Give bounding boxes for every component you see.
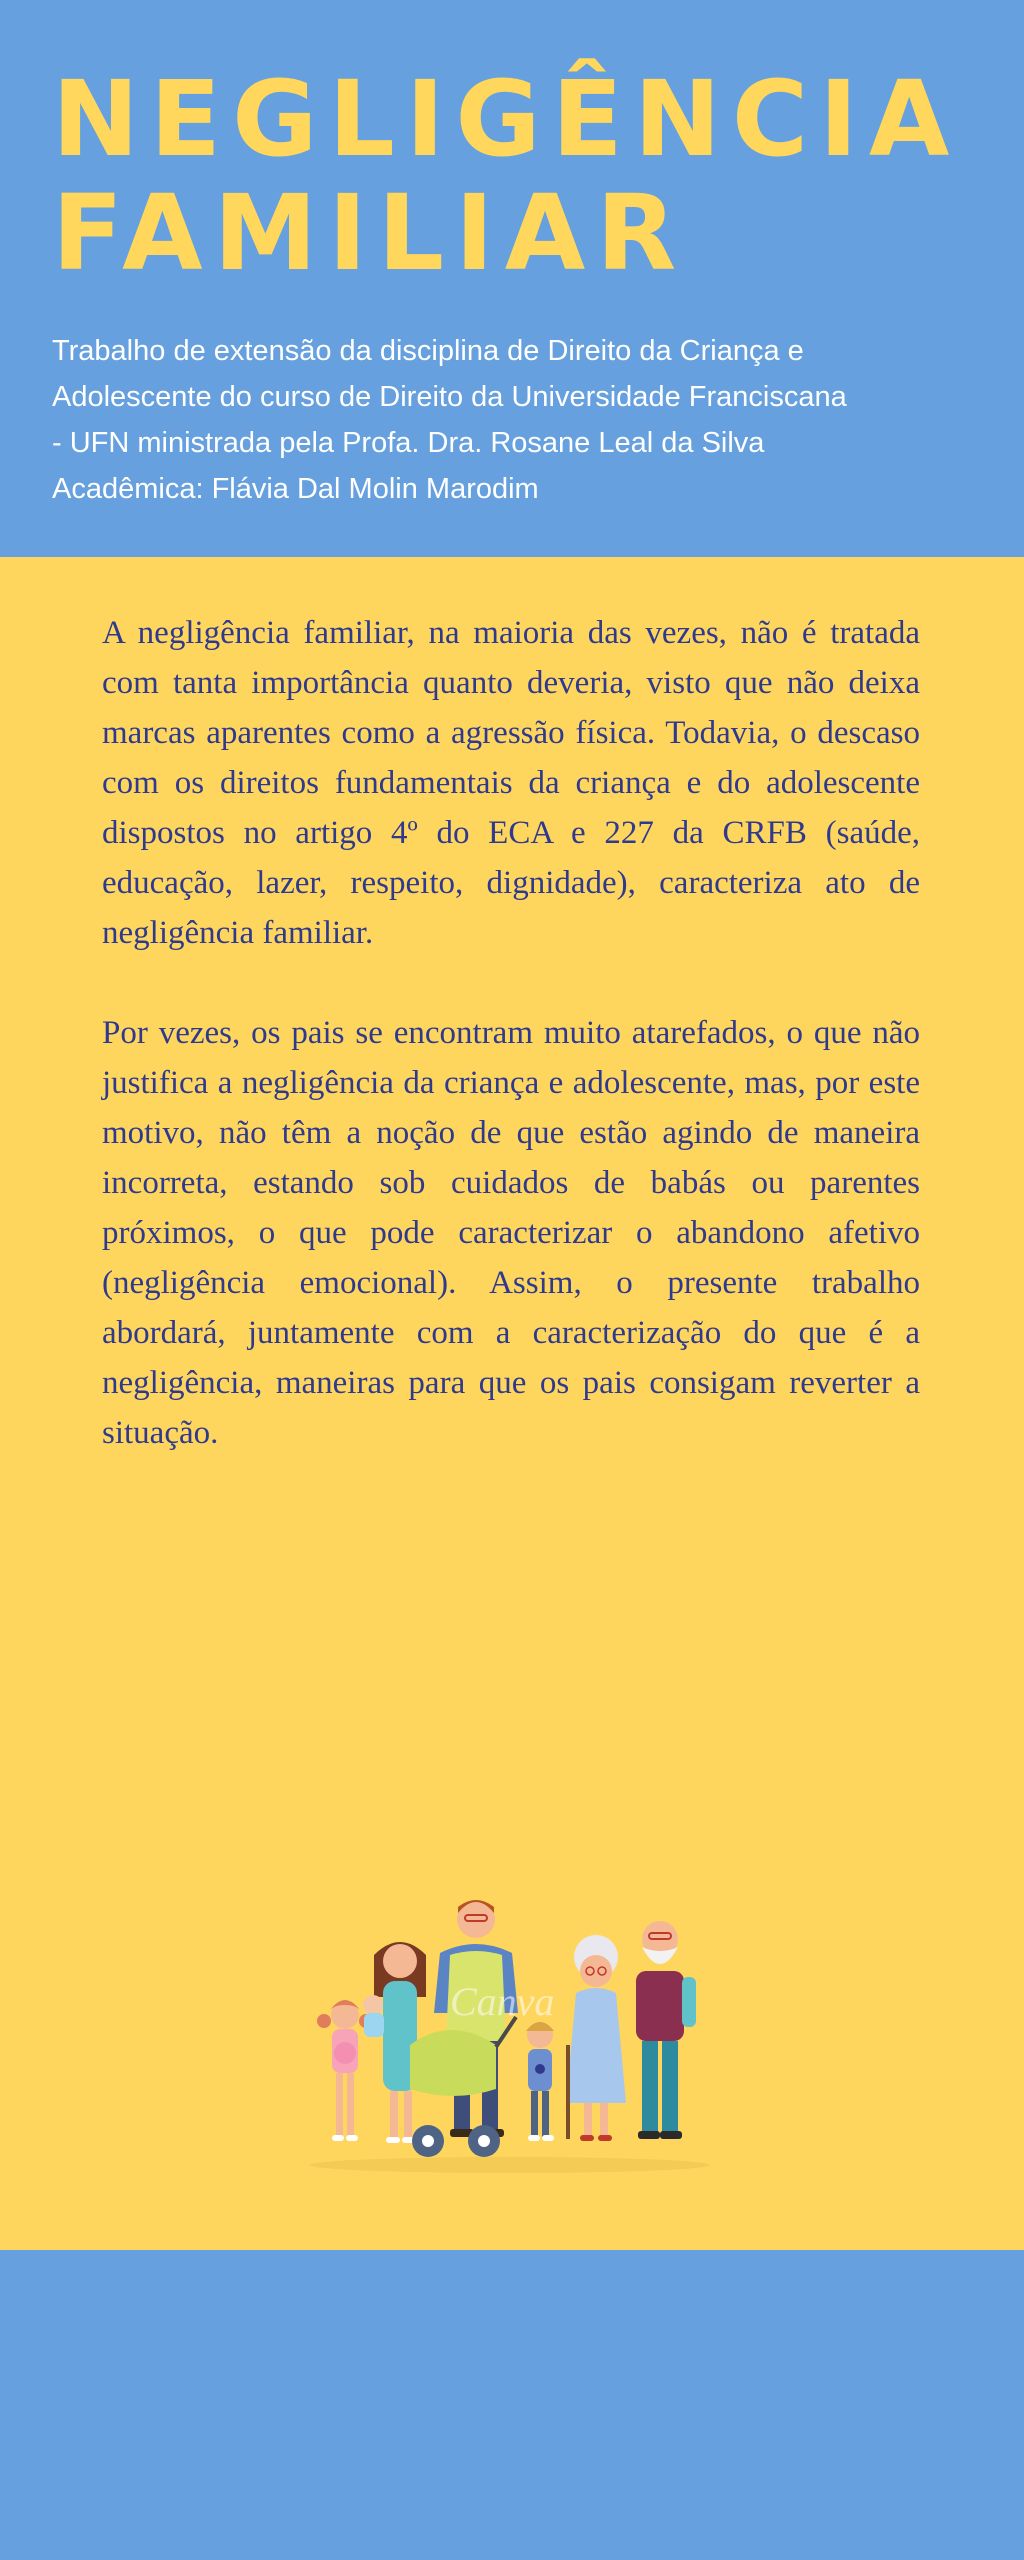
grandfather-figure [636, 1921, 696, 2139]
subtitle-line-2: Adolescente do curso de Direito da Universidade Franciscana [52, 381, 847, 413]
family-illustration-icon [300, 1895, 720, 2185]
paragraph-2: Por vezes, os pais se encontram muito atarefados, o que não justifica a negligência da criança e adolescente, mas, por este motivo, não têm a noção de que estão agindo de maneira incorreta, estando sob cuidados de babás ou parentes próximos, o que pode caracterizar o abandono afetivo (negligência emocional). Assim, o presente trabalho abordará, juntamente com a caracterização do que é a negligência, maneiras para que os pais consigam reverter a situação. [102, 1015, 920, 1451]
grandmother-figure [566, 1935, 626, 2141]
footer-section [0, 2250, 1024, 2560]
family-illustration-svg [300, 1895, 720, 2185]
subtitle-line-3: - UFN ministrada pela Profa. Dra. Rosane Leal da Silva [52, 427, 765, 459]
subtitle-line-1: Trabalho de extensão da disciplina de Direito da Criança e [52, 335, 804, 367]
title-line-1: NEGLIGÊNCIA [52, 58, 961, 180]
watermark-text: Canva [450, 1979, 555, 2024]
page-title [52, 58, 1012, 294]
boy-figure [526, 2022, 554, 2141]
subtitle [52, 328, 932, 512]
title-line-2: FAMILIAR [52, 172, 688, 294]
header-section [0, 0, 1024, 557]
subtitle-line-4: Acadêmica: Flávia Dal Molin Marodim [52, 473, 539, 505]
paragraph-1: A negligência familiar, na maioria das vezes, não é tratada com tanta importância quanto deveria, visto que não deixa marcas aparentes como a agressão física. Todavia, o descaso com os direitos fundamentais da criança e do adolescente dispostos no artigo 4º do ECA e 227 da CRFB (saúde, educação, lazer, respeito, dignidade), caracteriza ato de negligência familiar. [102, 615, 920, 951]
body-text [102, 608, 920, 1508]
